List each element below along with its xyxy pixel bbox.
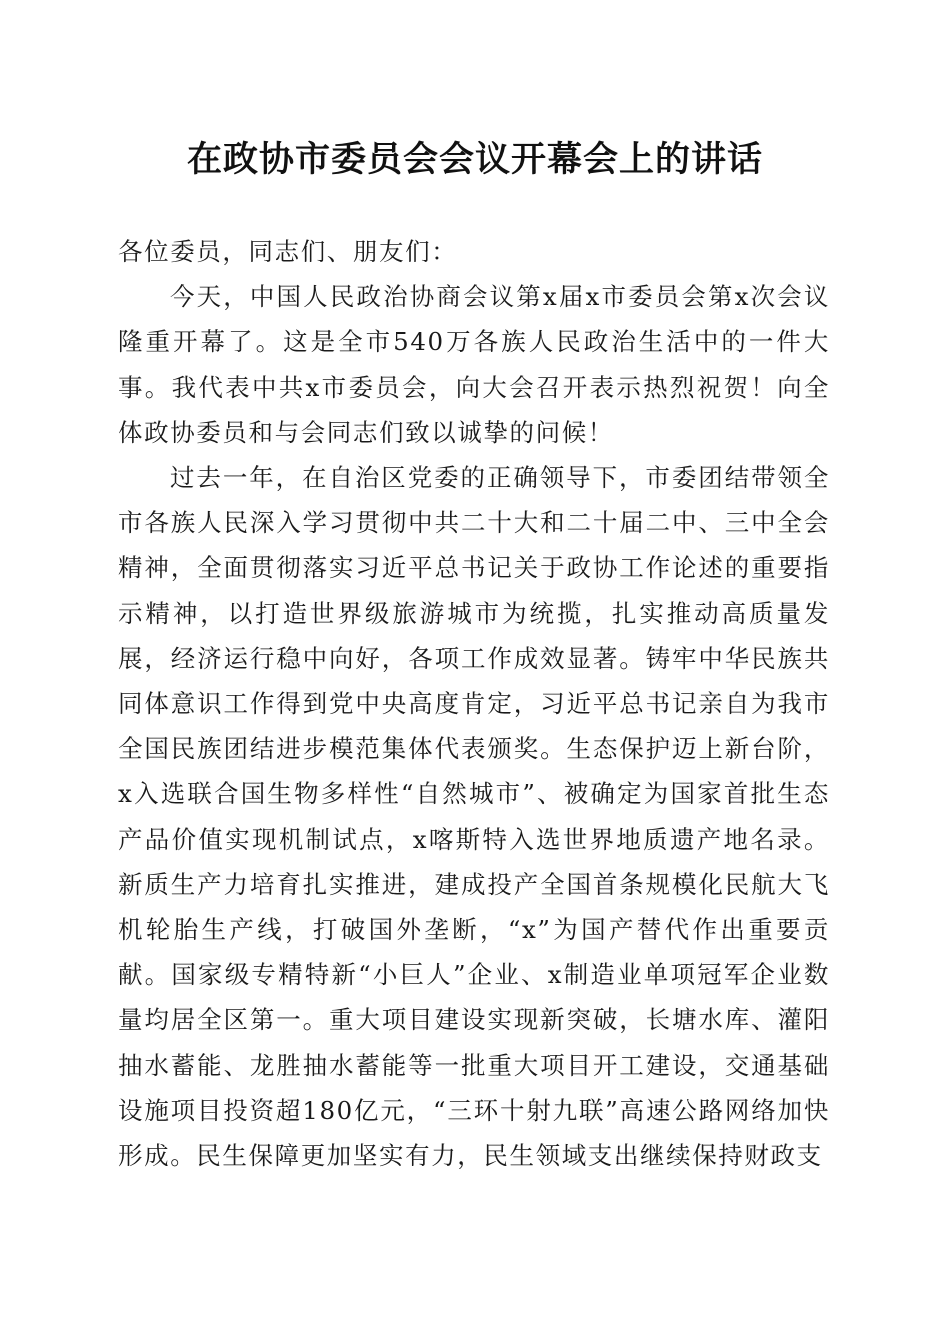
paragraph-opening: 今天，中国人民政治协商会议第x届x市委员会第x次会议隆重开幕了。这是全市540万各族人民政治生活中的一件大事。我代表中共x市委员会，向大会召开表示热烈祝贺！向全体政协委员和与会同志们致以诚挚的问候！ — [118, 282, 830, 447]
document-title: 在政协市委员会会议开幕会上的讲话 — [186, 139, 763, 180]
document-body — [118, 229, 830, 1178]
paragraph-review: 过去一年，在自治区党委的正确领导下，市委团结带领全市各族人民深入学习贯彻中共二十大和二十届二中、三中全会精神，全面贯彻落实习近平总书记关于政协工作论述的重要指示精神，以打造世界级旅游城市为统揽，扎实推动高质量发展，经济运行稳中向好，各项工作成效显著。铸牢中华民族共同体意识工作得到党中央高度肯定，习近平总书记亲自为我市全国民族团结进步模范集体代表颁奖。生态保护迈上新台阶，x入选联合国生物多样性“自然城市”、被确定为国家首批生态产品价值实现机制试点，x喀斯特入选世界地质遗产地名录。新质生产力培育扎实推进，建成投产全国首条规模化民航大飞机轮胎生产线，打破国外垄断，“x”为国产替代作出重要贡献。国家级专精特新“小巨人”企业、x制造业单项冠军企业数量均居全区第一。重大项目建设实现新突破，长塘水库、灌阳抽水蓄能、龙胜抽水蓄能等一批重大项目开工建设，交通基础设施项目投资超180亿元，“三环十射九联”高速公路网络加快形成。民生保障更加坚实有力，民生领域支出继续保持财政支 — [118, 463, 830, 1171]
salutation: 各位委员，同志们、朋友们： — [118, 237, 458, 266]
